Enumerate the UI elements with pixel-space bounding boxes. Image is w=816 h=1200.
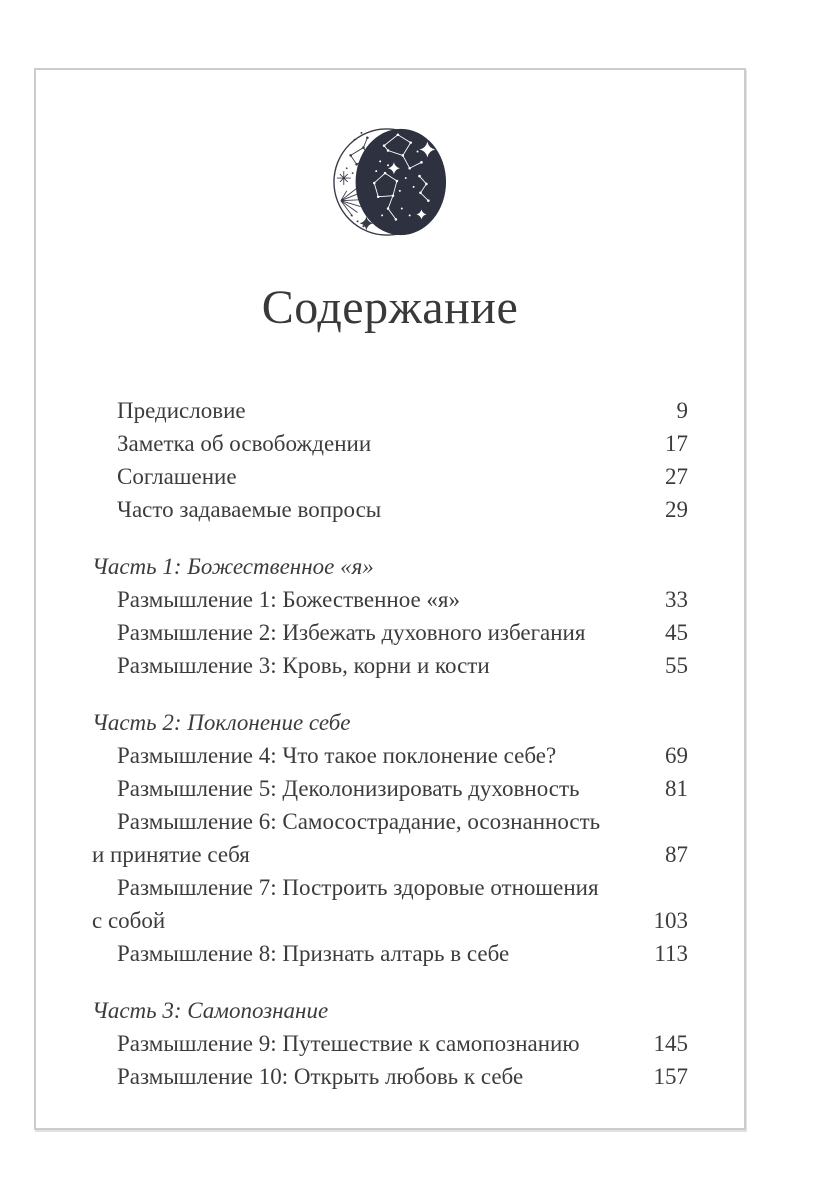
toc-section <box>92 994 688 1093</box>
part-heading: Часть 1: Божественное «я» <box>92 554 374 579</box>
toc-entry <box>92 871 688 937</box>
toc-entry <box>92 427 688 460</box>
toc-section <box>92 706 688 970</box>
toc-entry-page: 55 <box>665 653 688 678</box>
toc-entry-label: Размышление 7: Построить здоровые отношения с собой <box>92 875 599 933</box>
toc-entry-label: Размышление 1: Божественное «я» <box>117 587 461 612</box>
book-page <box>34 68 746 1130</box>
toc-entry <box>92 1060 688 1093</box>
moon-constellation-logo <box>331 122 449 240</box>
toc-entry-page: 81 <box>665 776 688 801</box>
toc-entry-label: Размышление 10: Открыть любовь к себе <box>117 1064 524 1089</box>
toc-entry-label: Заметка об освобождении <box>117 431 372 456</box>
toc-entry <box>92 1027 688 1060</box>
toc-entry-page: 27 <box>665 464 688 489</box>
toc-entry-label: Предисловие <box>117 398 246 423</box>
part-heading: Часть 3: Самопознание <box>92 998 329 1023</box>
toc-entry-page: 113 <box>654 941 688 966</box>
toc-entry <box>92 493 688 526</box>
toc-entry-page: 103 <box>653 908 688 933</box>
toc-entry-label: Размышление 2: Избежать духовного избегания <box>117 620 586 645</box>
moon-constellation-icon <box>331 122 449 240</box>
toc-entry <box>92 583 688 616</box>
toc-entry-page: 45 <box>665 620 688 645</box>
toc-entry <box>92 937 688 970</box>
toc-entry-page: 157 <box>653 1064 688 1089</box>
toc-entry-label: Размышление 6: Самосострадание, осознанность и принятие себя <box>92 809 601 867</box>
toc-entry-page: 9 <box>676 398 688 423</box>
toc-entry <box>92 649 688 682</box>
toc-entry-page: 145 <box>653 1031 688 1056</box>
toc-entry-label: Размышление 3: Кровь, корни и кости <box>117 653 490 678</box>
toc-section <box>92 550 688 682</box>
toc-entry-label: Соглашение <box>117 464 237 489</box>
toc-entry-label: Размышление 8: Признать алтарь в себе <box>117 941 510 966</box>
toc-entry-label: Размышление 5: Деколонизировать духовность <box>117 776 580 801</box>
toc-section <box>92 394 688 526</box>
toc-entry-page: 17 <box>665 431 688 456</box>
toc-entry <box>92 805 688 871</box>
toc-entry-label: Часто задаваемые вопросы <box>117 497 382 522</box>
toc-entry-page: 87 <box>665 842 688 867</box>
toc-entry-page: 33 <box>665 587 688 612</box>
part-heading: Часть 2: Поклонение себе <box>92 710 351 735</box>
toc-entry <box>92 739 688 772</box>
toc-entry-label: Размышление 4: Что такое поклонение себе? <box>117 743 557 768</box>
table-of-contents <box>92 394 688 1093</box>
toc-entry-label: Размышление 9: Путешествие к самопознанию <box>117 1031 580 1056</box>
toc-entry <box>92 460 688 493</box>
toc-entry <box>92 394 688 427</box>
toc-entry <box>92 772 688 805</box>
page-title: Содержание <box>261 281 519 334</box>
toc-entry-page: 69 <box>665 743 688 768</box>
toc-entry <box>92 616 688 649</box>
toc-entry-page: 29 <box>665 497 688 522</box>
